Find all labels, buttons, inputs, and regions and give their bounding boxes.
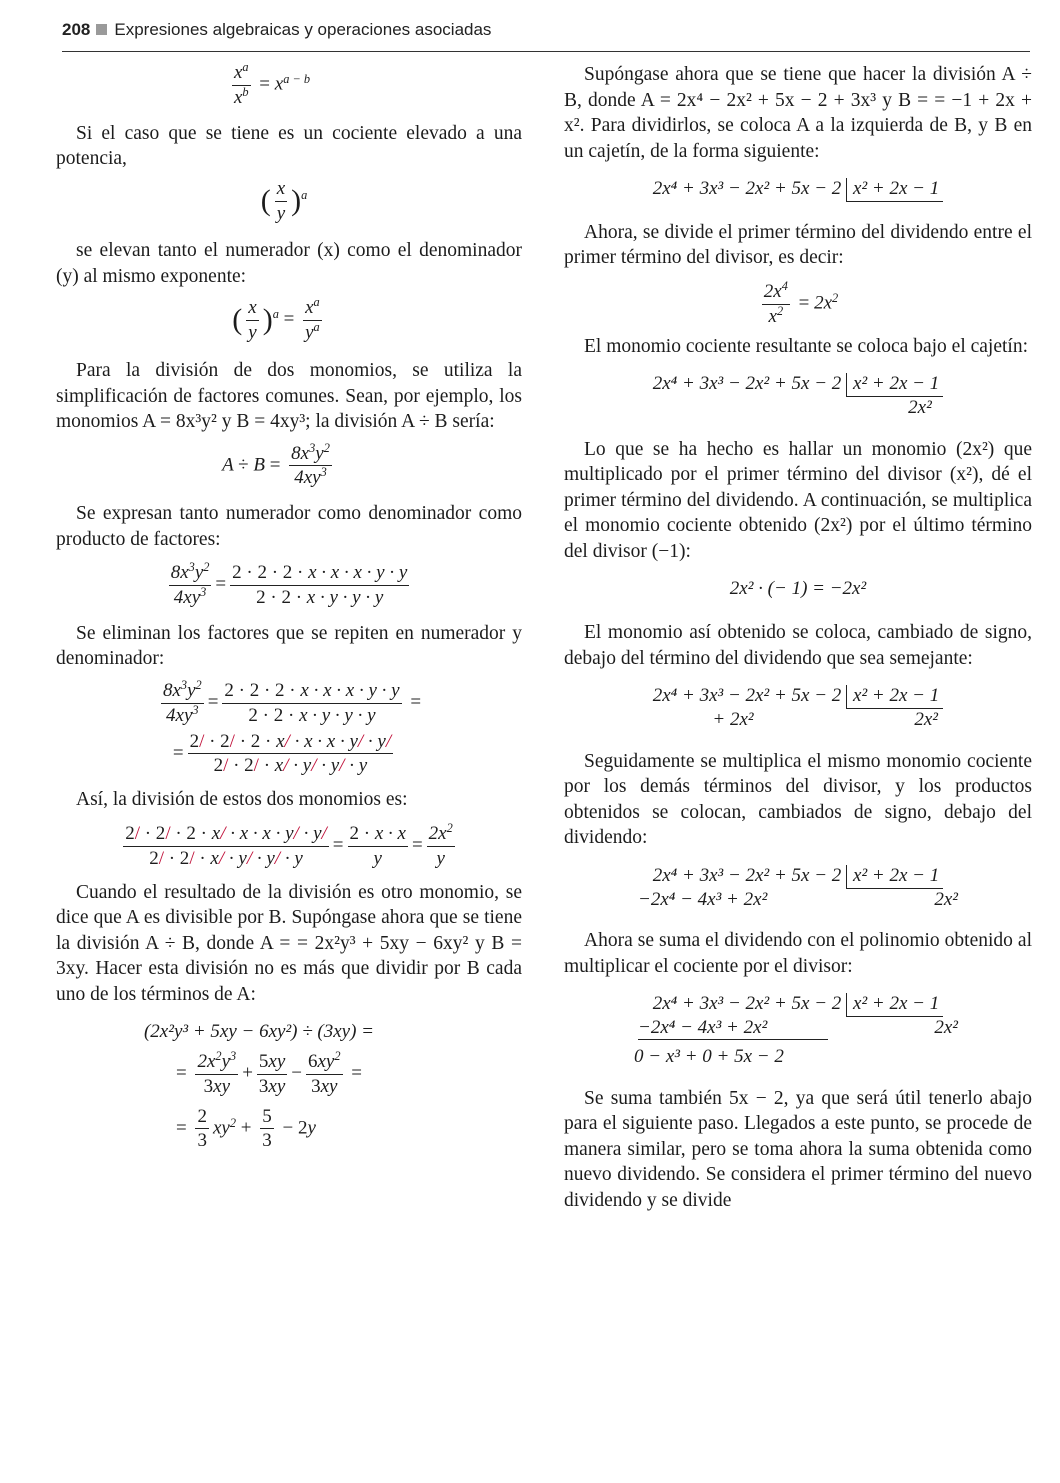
long-division-step-1	[564, 373, 1032, 419]
power-of-quotient: ( $\frac{x}{y}$ )$^a$	[260, 177, 308, 224]
right-paragraph-7: Ahora se suma el dividendo con el polinomio obtenido al multiplicar el cociente por el divisor:	[564, 930, 1032, 977]
quotient-rule-formula: $\frac{x^a}{x^b}$ = $x^{a - b}$	[233, 60, 311, 108]
left-column	[56, 62, 522, 1152]
dividend: 2x⁴ + 3x³ − 2x² + 5x − 2	[652, 373, 842, 395]
subtrahend: −2x⁴ − 4x³ + 2x²	[638, 1017, 828, 1040]
quotient: 2x²	[934, 1017, 958, 1039]
quotient: 2x²	[914, 708, 938, 730]
left-paragraph-3: Para la división de dos monomios, se utiliza la simplificación de factores comunes. Sean, por ejemplo, los monomios A = 8x³y² y B = 4xy³; la división A ÷ B sería:	[56, 360, 522, 433]
monomial-division: A ÷ B = $\frac{8x^3y^2}{4xy^3}$	[222, 440, 330, 489]
right-paragraph-8: Se suma también 5x − 2, ya que será útil tenerlo abajo para el siguiente paso. Llegados a este punto, se procede de manera similar, pero se toma ahora la suma obtenida como nuevo dividendo. Se considera el primer término del nuevo dividendo y se divide	[564, 1087, 1032, 1211]
left-paragraph-4: Se expresan tanto numerador como denominador como producto de factores:	[56, 503, 522, 550]
divisor-box: x² + 2x − 1	[846, 865, 943, 889]
plus-term: + 2x²	[712, 708, 754, 730]
long-division-step-4	[564, 993, 1032, 1068]
monomial-result: $\frac{2/ \cdot 2/ \cdot 2 \cdot x/ \cdot x \cdot x \cdot y/ \cdot y/}{2/ \cdot 2/ \cdot x/ \cdot y/ \cdot y/ \cdot y}$ = $\frac{2 \cdot x \cdot x}{y}$ = $\frac{2x^2}{y}$	[125, 821, 453, 869]
long-division-setup	[564, 178, 1032, 202]
power-rule-formula: ( $\frac{x}{y}$ )$^a$ = $\frac{x^a}{y^a}$	[232, 295, 320, 344]
right-paragraph-6: Seguidamente se multiplica el mismo monomio cociente por los demás términos del divisor, y los productos obtenidos se colocan, cambiados de signo, debajo del dividendo:	[564, 750, 1032, 849]
dividend: 2x⁴ + 3x³ − 2x² + 5x − 2	[652, 993, 842, 1015]
right-paragraph-2: Ahora, se divide el primer término del dividendo entre el primer término del divisor, es decir:	[564, 221, 1032, 269]
left-paragraph-2: se elevan tanto el numerador (x) como el denominador (y) al mismo exponente:	[56, 240, 522, 287]
quotient: 2x²	[934, 888, 958, 910]
page-number: 208	[62, 20, 91, 39]
page-header	[62, 20, 1030, 52]
header-square-icon	[96, 24, 107, 35]
right-paragraph-4: Lo que se ha hecho es hallar un monomio (2x²) que multiplicado por el primer término del divisor (x²), dé el primer término del dividendo. A continuación, se multiplica el monomio cociente obtenido (2x²) por el último término del divisor (−1):	[564, 438, 1032, 562]
product-calculation: 2x² · (− 1) = −2x²	[729, 578, 867, 600]
left-paragraph-7: Cuando el resultado de la división es otro monomio, se dice que A es divisible por B. Supóngase ahora que se tiene la división A ÷ B, donde A = = 2x²y³ + 5xy − 6xy² y B = 3xy. Hacer esta división no es más que dividir por B cada uno de los términos de A:	[56, 881, 522, 1005]
left-paragraph-6: Así, la división de estos dos monomios es:	[76, 789, 408, 811]
polynomial-by-monomial: (2x²y³ + 5xy − 6xy²) ÷ (3xy) =	[143, 1021, 374, 1042]
subtrahend: −2x⁴ − 4x³ + 2x²	[638, 888, 768, 910]
quotient: 2x²	[908, 396, 932, 418]
long-division-step-3	[564, 865, 1032, 911]
factor-expansion: $\frac{8x^3y^2}{4xy^3}$ = $\frac{2 \cdot 2 \cdot 2 \cdot x \cdot x \cdot x \cdot y \cdot y}{2 \cdot 2 \cdot x \cdot y \cdot y \cdot y}$	[170, 560, 408, 609]
divisor-box: x² + 2x − 1	[846, 685, 943, 709]
dividend: 2x⁴ + 3x³ − 2x² + 5x − 2	[652, 864, 842, 886]
dividend: 2x⁴ + 3x³ − 2x² + 5x − 2	[652, 685, 842, 707]
long-division-step-2	[564, 685, 1032, 731]
leading-term-division: $\frac{2x^4}{x^2}$ = $2x^2$	[763, 279, 839, 327]
divisor-box: x² + 2x − 1	[846, 178, 943, 202]
chapter-title: Expresiones algebraicas y operaciones asociadas	[114, 20, 492, 39]
factor-cancellation: $\frac{8x^3y^2}{4xy^3}$ = $\frac{2 \cdot 2 \cdot 2 \cdot x \cdot x \cdot x \cdot y \cdot y}{2 \cdot 2 \cdot x \cdot y \cdot y \cdot y}$ = = $\frac{2/ \cdot 2/ \cdot 2 \cdot x/ \cdot x \cdot x \cdot y/ \cdot y/}{2/ \cdot 2/ \cdot x/ \cdot y/ \cdot y/ \cdot y}$	[162, 678, 422, 777]
divisor-box: x² + 2x − 1	[846, 993, 943, 1017]
right-paragraph-3: El monomio cociente resultante se coloca bajo el cajetín:	[584, 335, 1028, 357]
division-result: = $\frac{2}{3}$ $xy^2$ + $\frac{5}{3}$ − 2y	[176, 1105, 316, 1152]
term-by-term-division: = $\frac{2x^2y^3}{3xy}$ + $\frac{5xy}{3xy}$ − $\frac{6xy^2}{3xy}$ =	[176, 1049, 363, 1097]
left-paragraph-5: Se eliminan los factores que se repiten en numerador y denominador:	[56, 622, 522, 670]
dividend: 2x⁴ + 3x³ − 2x² + 5x − 2	[652, 178, 842, 199]
left-paragraph-1: Si el caso que se tiene es un cociente elevado a una potencia,	[56, 122, 522, 170]
sum-line: 0 − x³ + 0 + 5x − 2	[634, 1046, 784, 1068]
divisor-box: x² + 2x − 1	[846, 373, 943, 397]
right-paragraph-1: Supóngase ahora que se tiene que hacer la división A ÷ B, donde A = 2x⁴ − 2x² + 5x − 2 + 3x³ y B = = −1 + 2x + x². Para dividirlos, se coloca A a la izquierda de B, y B en un cajetín, de la forma siguiente:	[564, 64, 1032, 162]
right-paragraph-5: El monomio así obtenido se coloca, cambiado de signo, debajo del término del dividendo que sea semejante:	[564, 622, 1032, 669]
right-column	[564, 62, 1032, 1213]
